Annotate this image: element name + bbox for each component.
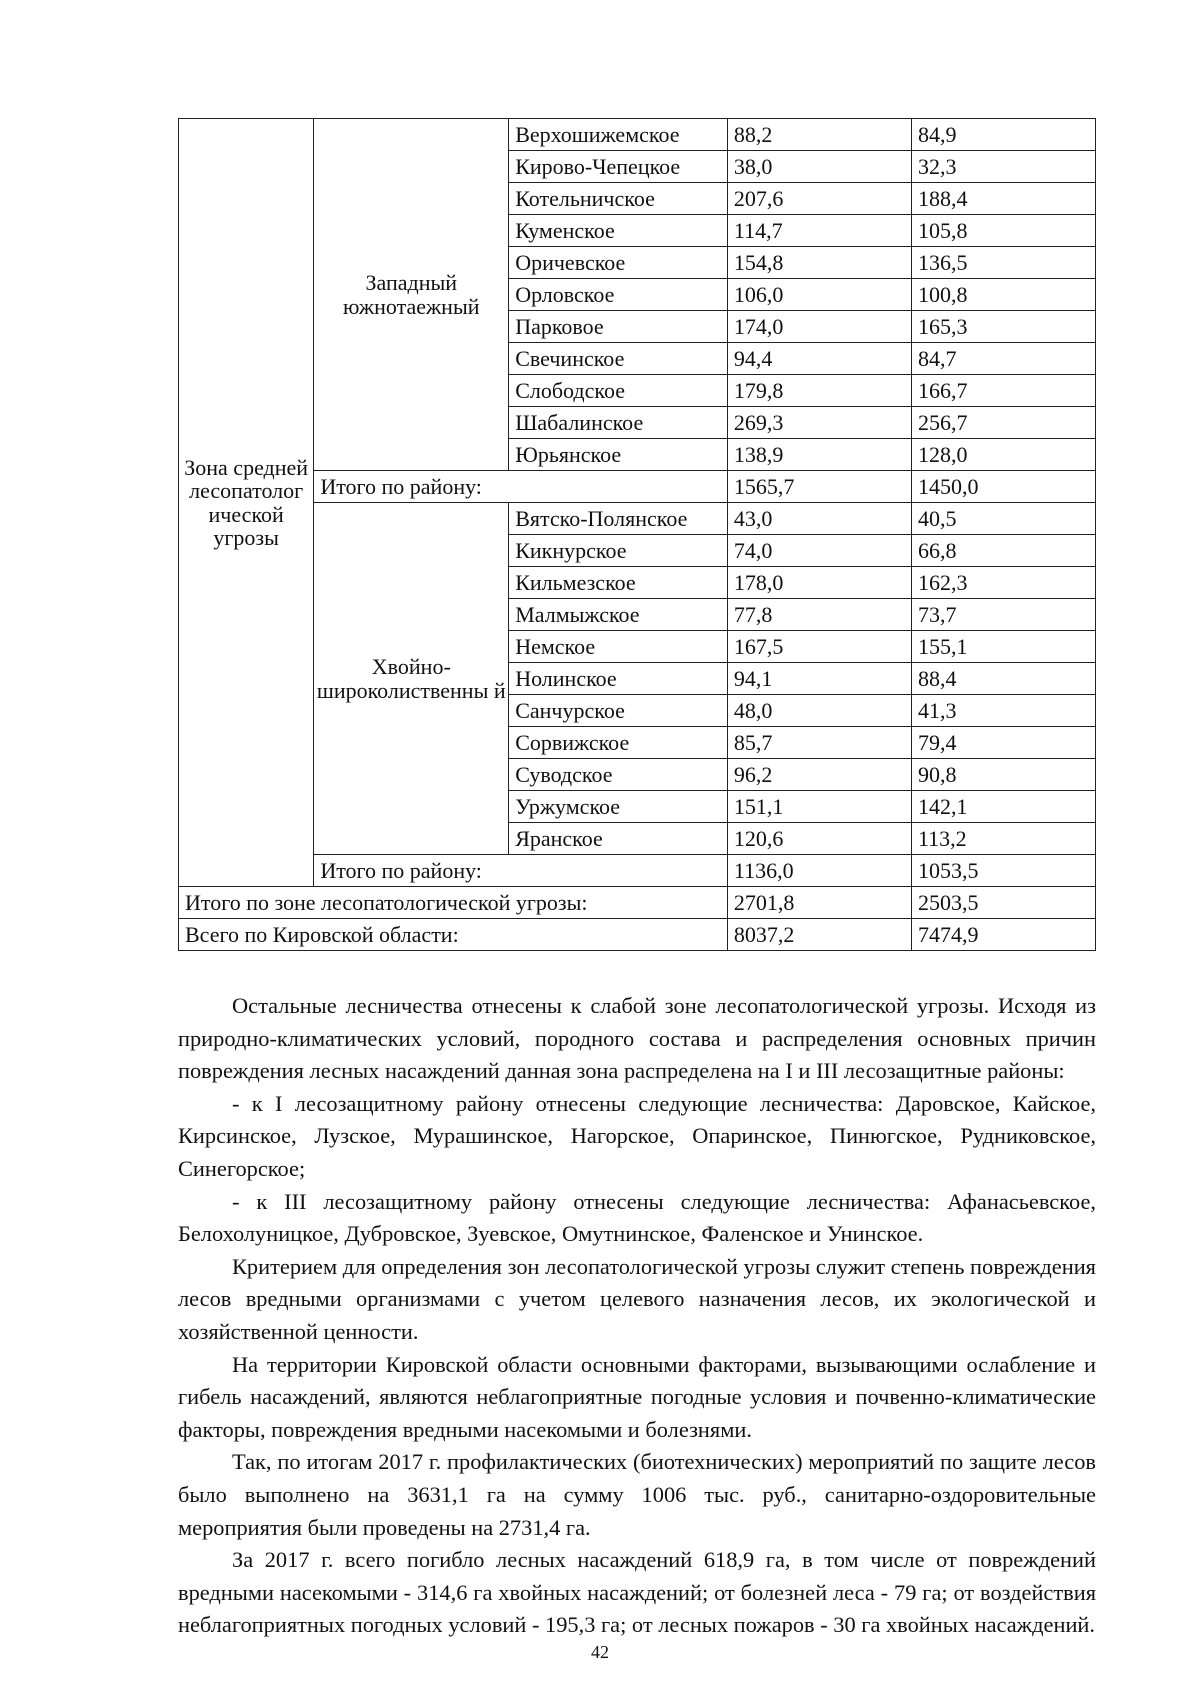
table-row — [179, 503, 1096, 535]
value-cell: 151,1 — [727, 791, 911, 823]
forestry-name: Санчурское — [509, 695, 728, 727]
value-cell: 48,0 — [727, 695, 911, 727]
value-cell: 166,7 — [911, 375, 1095, 407]
total-value: 8037,2 — [727, 919, 911, 951]
value-cell: 32,3 — [911, 151, 1095, 183]
paragraph: Остальные лесничества отнесены к слабой зоне лесопатологической угрозы. Исходя из природно-климатических условий, породного состава и распределения основных причин повреждения лесных насаждений данная зона распределена на I и III лесозащитные районы: — [178, 993, 1096, 1084]
value-cell: 73,7 — [911, 599, 1095, 631]
value-cell: 269,3 — [727, 407, 911, 439]
value-cell: 174,0 — [727, 311, 911, 343]
value-cell: 128,0 — [911, 439, 1095, 471]
forestry-name: Суводское — [509, 759, 728, 791]
forestry-name: Оричевское — [509, 247, 728, 279]
value-cell: 41,3 — [911, 695, 1095, 727]
forestry-name: Котельничское — [509, 183, 728, 215]
forestry-name: Малмыжское — [509, 599, 728, 631]
forestry-name: Слободское — [509, 375, 728, 407]
value-cell: 136,5 — [911, 247, 1095, 279]
value-cell: 84,9 — [911, 119, 1095, 151]
forestry-name: Немское — [509, 631, 728, 663]
value-cell: 120,6 — [727, 823, 911, 855]
district-total-value: 1136,0 — [727, 855, 911, 887]
forestry-name: Куменское — [509, 215, 728, 247]
value-cell: 179,8 — [727, 375, 911, 407]
forestry-name: Парковое — [509, 311, 728, 343]
value-cell: 94,1 — [727, 663, 911, 695]
forestry-name: Кильмезское — [509, 567, 728, 599]
forestry-name: Сорвижское — [509, 727, 728, 759]
forestry-name: Уржумское — [509, 791, 728, 823]
district-name: Западный южнотаежный — [314, 119, 509, 471]
forestry-name: Нолинское — [509, 663, 728, 695]
value-cell: 113,2 — [911, 823, 1095, 855]
list-item: - к I лесозащитному району отнесены следующие лесничества: Даровское, Кайское, Кирсинское, Лузское, Мурашинское, Нагорское, Опаринское, Пинюгское, Рудниковское, Синегорское; — [178, 1090, 1096, 1181]
forestry-name: Орловское — [509, 279, 728, 311]
total-label: Итого по зоне лесопатологической угрозы: — [179, 887, 728, 919]
value-cell: 66,8 — [911, 535, 1095, 567]
value-cell: 162,3 — [911, 567, 1095, 599]
table-body — [179, 119, 1096, 951]
value-cell: 96,2 — [727, 759, 911, 791]
forestry-name: Яранское — [509, 823, 728, 855]
value-cell: 90,8 — [911, 759, 1095, 791]
district-total-row — [179, 855, 1096, 887]
value-cell: 74,0 — [727, 535, 911, 567]
zone-label: Зона средней лесопатолог ической угрозы — [179, 119, 314, 887]
total-label: Всего по Кировской области: — [179, 919, 728, 951]
table-row — [179, 119, 1096, 151]
district-total-value: 1053,5 — [911, 855, 1095, 887]
value-cell: 256,7 — [911, 407, 1095, 439]
value-cell: 142,1 — [911, 791, 1095, 823]
value-cell: 40,5 — [911, 503, 1095, 535]
region-total-row — [179, 919, 1096, 951]
value-cell: 105,8 — [911, 215, 1095, 247]
value-cell: 188,4 — [911, 183, 1095, 215]
forestry-name: Шабалинское — [509, 407, 728, 439]
paragraph: На территории Кировской области основными факторами, вызывающими ослабление и гибель насаждений, являются неблагоприятные погодные условия и почвенно-климатические факторы, повреждения вредными насекомыми и болезнями. — [178, 1351, 1096, 1442]
total-value: 7474,9 — [911, 919, 1095, 951]
forestry-name: Верхошижемское — [509, 119, 728, 151]
value-cell: 106,0 — [727, 279, 911, 311]
value-cell: 178,0 — [727, 567, 911, 599]
forestry-name: Юрьянское — [509, 439, 728, 471]
zone-total-row — [179, 887, 1096, 919]
forest-damage-table — [178, 118, 1096, 951]
value-cell: 77,8 — [727, 599, 911, 631]
body-text — [178, 990, 1096, 1642]
value-cell: 155,1 — [911, 631, 1095, 663]
value-cell: 84,7 — [911, 343, 1095, 375]
paragraph: За 2017 г. всего погибло лесных насаждений 618,9 га, в том числе от повреждений вредными насекомыми - 314,6 га хвойных насаждений; от болезней леса - 79 га; от воздействия неблагоприятных погодных условий - 195,3 га; от лесных пожаров - 30 га хвойных насаждений. — [178, 1547, 1096, 1638]
paragraph: Так, по итогам 2017 г. профилактических (биотехнических) мероприятий по защите лесов было выполнено на 3631,1 га на сумму 1006 тыс. руб., санитарно-оздоровительные мероприятия были проведены на 2731,4 га. — [178, 1449, 1096, 1540]
list-item: - к III лесозащитному району отнесены следующие лесничества: Афанасьевское, Белохолуницкое, Дубровское, Зуевское, Омутнинское, Фаленское и Унинское. — [178, 1188, 1096, 1247]
district-total-label: Итого по району: — [314, 471, 728, 503]
paragraph: Критерием для определения зон лесопатологической угрозы служит степень повреждения лесов вредными организмами с учетом целевого назначения лесов, их экологической и хозяйственной ценности. — [178, 1253, 1096, 1344]
value-cell: 85,7 — [727, 727, 911, 759]
total-value: 2701,8 — [727, 887, 911, 919]
forestry-name: Свечинское — [509, 343, 728, 375]
value-cell: 154,8 — [727, 247, 911, 279]
value-cell: 167,5 — [727, 631, 911, 663]
value-cell: 138,9 — [727, 439, 911, 471]
value-cell: 38,0 — [727, 151, 911, 183]
forestry-name: Кикнурское — [509, 535, 728, 567]
page-number: 42 — [591, 1642, 609, 1662]
district-total-value: 1450,0 — [911, 471, 1095, 503]
value-cell: 79,4 — [911, 727, 1095, 759]
total-value: 2503,5 — [911, 887, 1095, 919]
value-cell: 165,3 — [911, 311, 1095, 343]
district-total-row — [179, 471, 1096, 503]
district-total-label: Итого по району: — [314, 855, 728, 887]
forestry-name: Вятско-Полянское — [509, 503, 728, 535]
value-cell: 100,8 — [911, 279, 1095, 311]
value-cell: 114,7 — [727, 215, 911, 247]
value-cell: 94,4 — [727, 343, 911, 375]
value-cell: 88,2 — [727, 119, 911, 151]
forestry-name: Кирово-Чепецкое — [509, 151, 728, 183]
value-cell: 88,4 — [911, 663, 1095, 695]
value-cell: 207,6 — [727, 183, 911, 215]
district-total-value: 1565,7 — [727, 471, 911, 503]
value-cell: 43,0 — [727, 503, 911, 535]
district-name: Хвойно- широколиственны й — [314, 503, 509, 855]
